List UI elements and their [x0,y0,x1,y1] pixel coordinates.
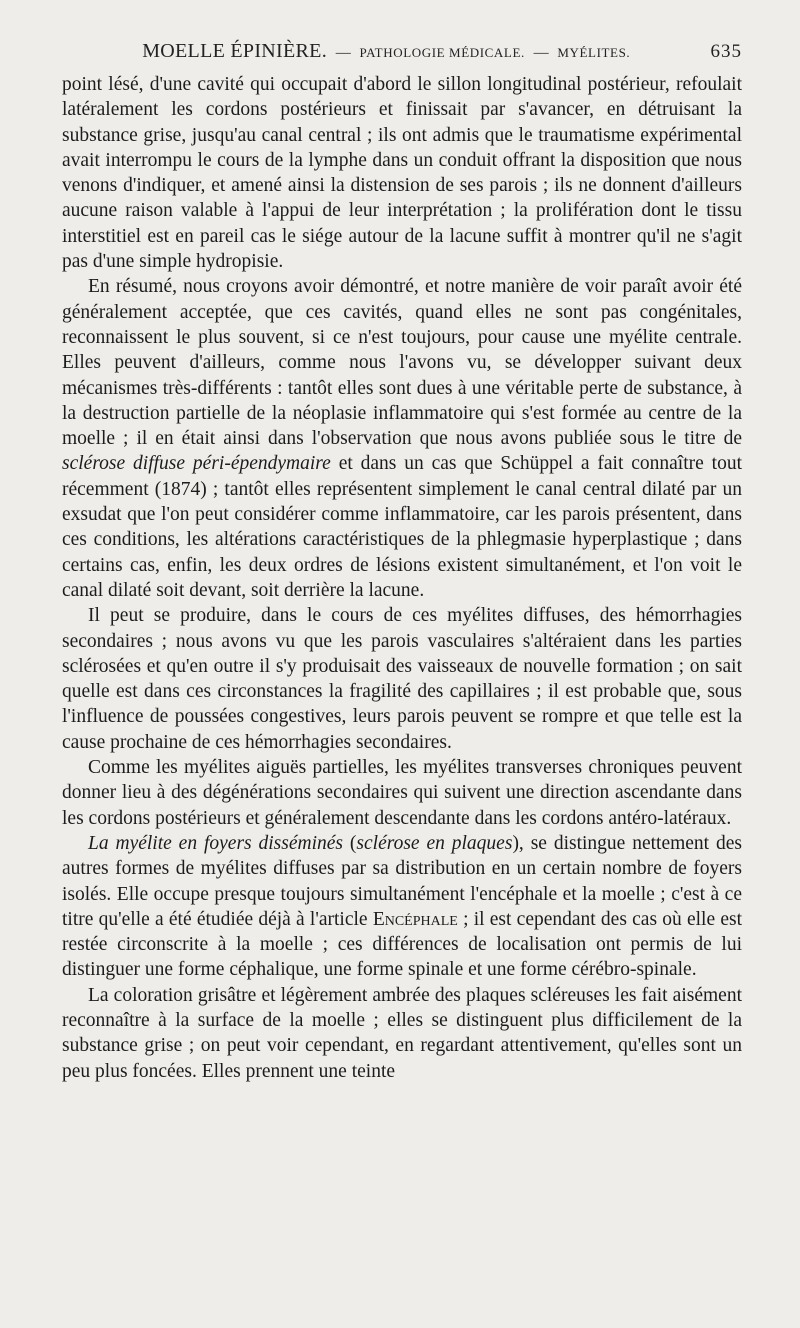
paragraph [62,72,742,274]
paragraph-text: et dans un cas que Schüppel a fait connaître tout récemment (1874) ; tantôt elles représentent simplement le canal central dilaté par un exsudat que l'on peut considérer comme inflammatoire, car les parois présentent, dans ces conditions, les altérations caractéristiques de la phlegmasie hyperplastique ; dans certains cas, enfin, les deux ordres de lésions existent simultanément, et l'on voit le canal dilaté soit devant, soit derrière la lacune. [62,453,743,601]
paragraph [62,755,742,831]
italic-term: La myélite en foyers disséminés [88,832,344,854]
running-head-main: MOELLE ÉPINIÈRE. [142,40,327,62]
italic-term: sclérose diffuse péri-épendymaire [62,453,331,475]
running-head-separator: — [335,45,351,61]
paragraph-text: Comme les myélites aiguës partielles, les myélites transverses chroniques peuvent donner lieu à des dégénérations secondaires qui suivent une direction ascendante dans les cordons postérieurs et généralement descendante dans les cordons antéro-latéraux. [62,757,742,829]
cross-reference: Encéphale [372,908,458,930]
running-head-section: PATHOLOGIE MÉDICALE. [359,45,525,60]
paragraph-text: La coloration grisâtre et légèrement ambrée des plaques scléreuses les fait aisément reconnaître à la surface de la moelle ; elles se distinguent plus difficilement de la substance grise ; on peut voir cependant, en regardant attentivement, qu'elles sont un peu plus foncées. Elles prennent une teinte [62,984,742,1082]
paragraph-text: ; il est cependant des cas où elle est restée circonscrite à la moelle ; ces différences de localisation ont permis de lui distinguer une forme céphalique, une forme spinale et une forme cérébro-spinale. [62,908,743,981]
running-head-separator: — [533,45,549,61]
paragraph-text: En résumé, nous croyons avoir démontré, et notre manière de voir paraît avoir été généralement acceptée, que ces cavités, quand elles ne sont pas congénitales, reconnaissent le plus souvent, si ce n'est toujours, pour cause une myélite centrale. Elles peuvent d'ailleurs, comme nous l'avons vu, se développer suivant deux mécanismes très-différents : tantôt elles sont dues à une véritable perte de substance, à la destruction partielle de la néoplasie inflammatoire qui s'est formée au centre de la moelle ; il en était ainsi dans l'observation que nous avons publiée sous le titre de [62,276,742,450]
page-header [62,40,742,70]
page-body [62,72,742,1084]
paragraph-text: ( [349,832,357,854]
paragraph [62,831,742,983]
paragraph-text: point lésé, d'une cavité qui occupait d'abord le sillon longitudinal postérieur, refoulait latéralement les cordons postérieurs et finissait par s'avancer, en détruisant la substance grise, jusqu'au canal central ; ils ont admis que le traumatisme expérimental avait interrompu le cours de la lymphe dans un conduit offrant la disposition que nous venons d'indiquer, et amené ainsi la distension de ses parois ; ils ne donnent d'ailleurs aucune raison valable à l'appui de leur interprétation ; la prolifération dont le tissu interstitiel est en pareil cas le siége autour de la lacune suffit à montrer qu'il ne s'agit pas d'une simple hydropisie. [62,74,742,273]
running-head [62,40,711,63]
page-number: 635 [710,41,742,62]
paragraph-text: ), se distingue nettement des autres formes de myélites diffuses par sa distribution en un certain nombre de foyers isolés. Elle occupe presque toujours simultanément l'encéphale et la moelle ; c'est à ce titre qu'elle a été étudiée déjà à l'article [62,832,742,930]
paragraph [62,603,742,755]
italic-term: sclérose en plaques [356,832,513,854]
paragraph-text: Il peut se produire, dans le cours de ces myélites diffuses, des hémorrhagies secondaires ; nous avons vu que les parois vasculaires s'altéraient dans les parties sclérosées et qu'en outre il s'y produisait des vaisseaux de nouvelle formation ; on sait quelle est dans ces circonstances la fragilité des capillaires ; il est probable que, sous l'influence de poussées congestives, leurs parois peuvent se rompre et que telle est la cause prochaine de ces hémorrhagies secondaires. [62,605,742,753]
running-head-topic: MYÉLITES. [557,45,631,60]
paragraph [62,274,742,603]
paragraph [62,983,742,1084]
